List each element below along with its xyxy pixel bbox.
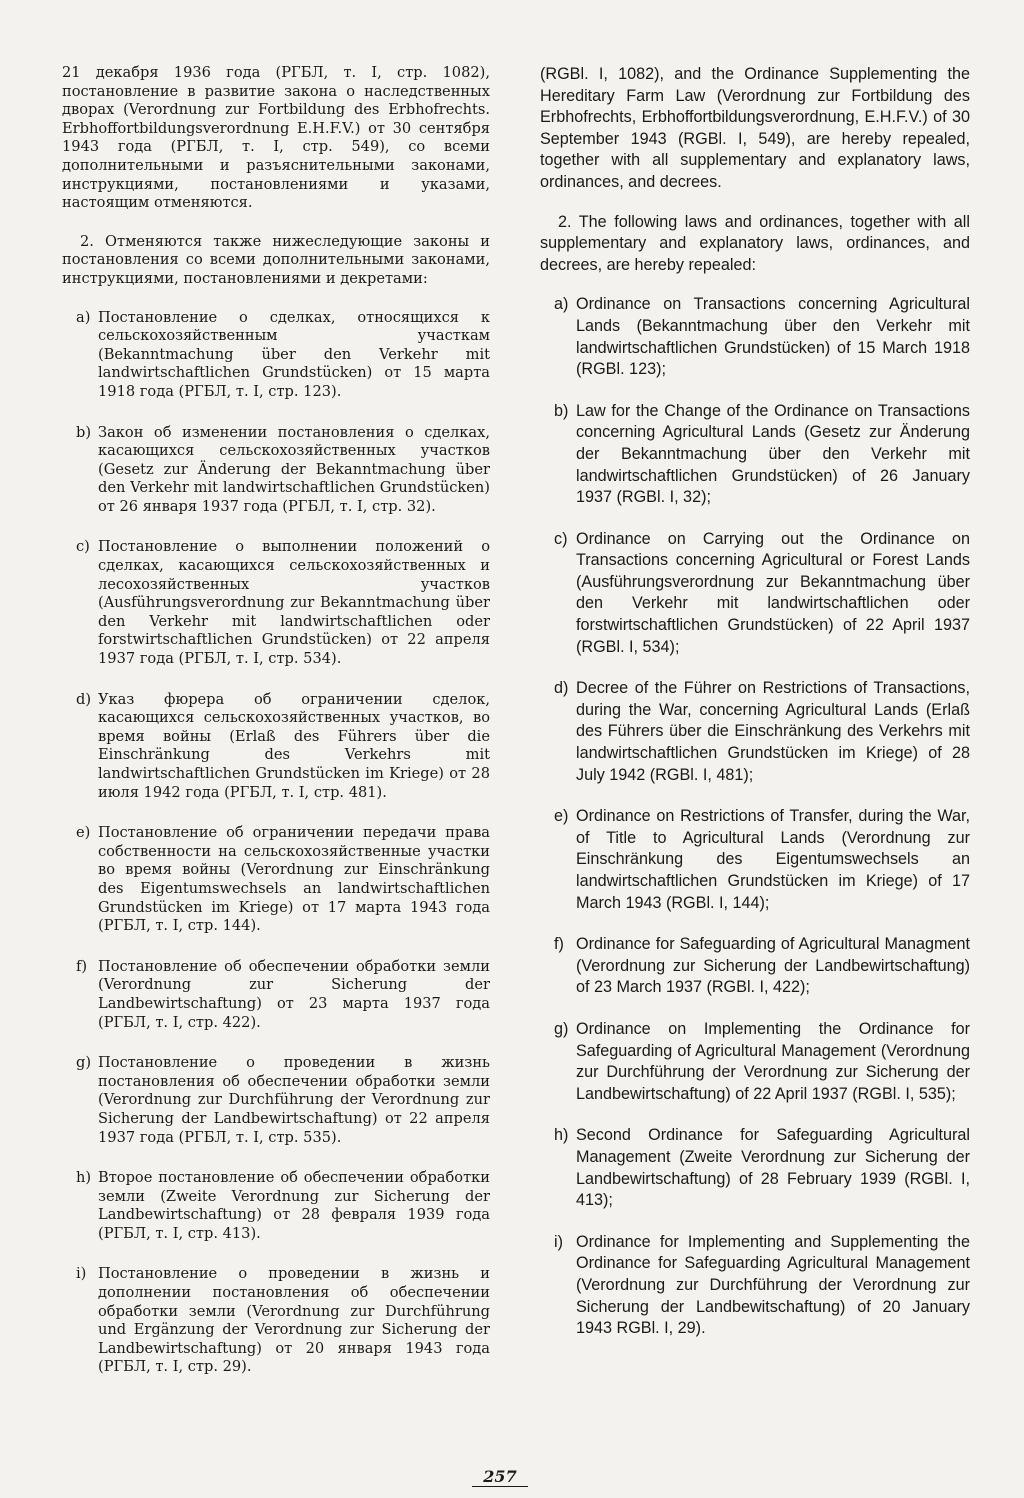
list-item-label: a) <box>76 308 91 326</box>
list-item-text: Ordinance on Transactions concerning Agricultural Lands (Bekanntmachung über den Verkehr mit landwirtschaftlichen Grundstücken) of 15 March 1918 (RGBl. 123); <box>576 295 970 379</box>
list-item-label: h) <box>554 1126 569 1145</box>
page-number: 257 <box>472 1468 528 1487</box>
list-item-label: c) <box>554 529 568 548</box>
russian-item-list <box>62 309 490 1378</box>
list-item-text: Постановление об обеспечении обработки земли (Verordnung zur Sicherung der Landbewirtschaftung) от 23 марта 1937 года (РГБЛ, т. I, стр. 422). <box>98 957 490 1031</box>
list-item-text: Постановление о проведении в жизнь постановления об обеспечении обработки земли (Verordnung zur Durchführung der Verordnung zur Sicherung der Landbewirtschaftung) от 22 апреля 1937 года (РГБЛ, т. I, стр. 535). <box>98 1054 490 1146</box>
english-item-list <box>540 294 970 1339</box>
russian-list-item <box>76 424 490 517</box>
list-item-text: Second Ordinance for Safeguarding Agricultural Management (Zweite Verordnung zur Sicherung der Landbewirtschaftung) of 28 February 1939 (RGBl. I, 413); <box>576 1126 970 1210</box>
english-list-item <box>554 678 970 786</box>
list-item-text: Постановление об ограничении передачи права собственности на сельскохозяйственные участки во время войны (Verordnung zur Einschränkung des Eigentumswechsels an landwirtschaftlichen Grundstücken im Kriege) от 17 марта 1943 года (РГБЛ, т. I, стр. 144). <box>98 824 490 935</box>
list-item-label: f) <box>76 957 88 975</box>
russian-section-2: 2. Отменяются также нижеследующие законы и постановления со всеми дополнительными законами, инструкциями, постановлениями и декретами: <box>62 232 490 287</box>
list-item-text: Ordinance on Carrying out the Ordinance on Transactions concerning Agricultural or Forest Lands (Ausführungsverordnung zur Bekanntmachung über den Verkehr mit landwirtschaftlichen oder forstwirtschaftlichen Grundstücken) of 22 April 1937 (RGBl. I, 534); <box>576 529 970 656</box>
russian-list-item <box>76 538 490 668</box>
english-section-2: 2. The following laws and ordinances, together with all supplementary and explanatory laws, ordinances, and decrees, are hereby repealed: <box>540 212 970 274</box>
list-item-label: b) <box>554 401 569 420</box>
list-item-label: i) <box>76 1265 87 1283</box>
russian-intro-paragraph: 21 декабря 1936 года (РГБЛ, т. I, стр. 1082), постановление в развитие закона о наследственных дворах (Verordnung zur Fortbildung des Erbhofrechts. Erbhoffortbildungsverordnung E.H.F.V.) от 30 сентября 1943 года (РГБЛ, т. I, стр. 549), со всеми дополнительными и разъяснительными законами, инструкциями, постановлениями и указами, настоящим отменяются. <box>62 64 490 212</box>
english-list-item <box>554 1019 970 1105</box>
english-list-item <box>554 1232 970 1340</box>
list-item-text: Ordinance on Implementing the Ordinance for Safeguarding of Agricultural Management (Verordnung zur Durchführung der Verordnung zur Sicherung der Landbewirtschaftung) of 22 April 1937 (RGBl. I, 535); <box>576 1019 970 1103</box>
list-item-text: Ordinance on Restrictions of Transfer, during the War, of Title to Agricultural Lands (Verordnung zur Einschränkung des Eigentumswechsels an landwirtschaftlichen Grundstücken im Kriege) of 17 March 1943 (RGBl. I, 144); <box>576 807 970 912</box>
english-list-item <box>554 1125 970 1211</box>
list-item-label: h) <box>76 1169 92 1187</box>
list-item-text: Постановление о проведении в жизнь и дополнении постановления об обеспечении обработки земли (Verordnung zur Durchführung und Ergänzung der Verordnung zur Sicherung der Landbewirtschaftung) от 20 января 1943 года (РГБЛ, т. I, стр. 29). <box>98 1265 490 1376</box>
russian-list-item <box>76 1169 490 1243</box>
list-item-label: g) <box>76 1054 92 1072</box>
russian-list-item <box>76 309 490 402</box>
list-item-label: d) <box>76 690 92 708</box>
list-item-text: Ordinance for Safeguarding of Agricultural Managment (Verordnung zur Sicherung der Landbewirtschaftung) of 23 March 1937 (RGBl. I, 422); <box>576 935 970 997</box>
list-item-label: e) <box>554 807 569 826</box>
list-item-label: b) <box>76 423 92 441</box>
list-item-text: Указ фюрера об ограничении сделок, касающихся сельскохозяйственных участков, во время войны (Erlaß des Führers über die Einschränkung des Verkehrs mit landwirtschaftlichen Grundstücken im Kriege) от 28 июля 1942 года (РГБЛ, т. I, стр. 481). <box>98 690 490 801</box>
list-item-text: Ordinance for Implementing and Supplementing the Ordinance for Safeguarding Agricultural Management (Verordnung zur Durchführung der Verordnung zur Sicherung der Landbewitschaftung) of 20 January 1943 RGBl. I, 29). <box>576 1232 970 1338</box>
list-item-text: Второе постановление об обеспечении обработки земли (Zweite Verordnung zur Sicherung der Landbewirtschaftung) от 28 февраля 1939 года (РГБЛ, т. I, стр. 413). <box>98 1169 490 1242</box>
list-item-label: f) <box>554 935 564 954</box>
russian-list-item <box>76 691 490 803</box>
list-item-text: Law for the Change of the Ordinance on Transactions concerning Agricultural Lands (Gesetz zur Änderung der Bekanntmachung über den Verkehr mit landwirtschaftlichen Grundstücken) of 26 January 1937 (RGBl. I, 32); <box>576 401 970 507</box>
list-item-label: c) <box>76 538 90 556</box>
list-item-text: Постановление о сделках, относящихся к сельскохозяйственным участкам (Bekanntmachung über den Verkehr mit landwirtschaftlichen Grundstücken) от 15 марта 1918 года (РГБЛ, т. I, стр. 123). <box>98 308 490 400</box>
list-item-text: Decree of the Führer on Restrictions of Transactions, during the War, concerning Agricultural Lands (Erlaß des Führers über die Einschränkung des Verkehrs mit landwirtschaftlichen Grundstücken im Kriege) of 28 July 1942 (RGBl. I, 481); <box>576 679 970 784</box>
english-list-item <box>554 401 970 509</box>
english-intro-paragraph: (RGBl. I, 1082), and the Ordinance Supplementing the Hereditary Farm Law (Verordnung zur Fortbildung des Erbhofrechts, Erbhoffortbildungsverordnung, E.H.F.V.) of 30 September 1943 (RGBl. I, 549), are hereby repealed, together with all supplementary and explanatory laws, ordinances, and decrees. <box>540 65 970 191</box>
russian-list-item <box>76 1054 490 1147</box>
list-item-text: Постановление о выполнении положений о сделках, касающихся сельскохозяйственных и лесохозяйственных участков (Ausführungsverordnung zur Bekanntmachung über den Verkehr mit landwirtschaftlichen oder forstwirtschaftlichen Grundstücken) от 22 апреля 1937 года (РГБЛ, т. I, стр. 534). <box>98 538 490 668</box>
list-item-label: d) <box>554 679 569 698</box>
english-list-item <box>554 294 970 380</box>
list-item-text: Закон об изменении постановления о сделках, касающихся сельскохозяйственных участков (Gesetz zur Änderung der Bekanntmachung über den Verkehr mit landwirtschaftlichen Grundstücken) от 26 января 1937 года (РГБЛ, т. I, стр. 32). <box>98 423 490 515</box>
english-list-item <box>554 529 970 659</box>
english-list-item <box>554 934 970 999</box>
russian-list-item <box>76 958 490 1032</box>
russian-column <box>62 64 490 1399</box>
list-item-label: a) <box>554 295 569 314</box>
list-item-label: i) <box>554 1232 563 1251</box>
russian-list-item <box>76 824 490 936</box>
english-column <box>540 64 970 1360</box>
list-item-label: e) <box>76 824 91 842</box>
english-list-item <box>554 806 970 914</box>
list-item-label: g) <box>554 1019 569 1038</box>
russian-list-item <box>76 1265 490 1377</box>
